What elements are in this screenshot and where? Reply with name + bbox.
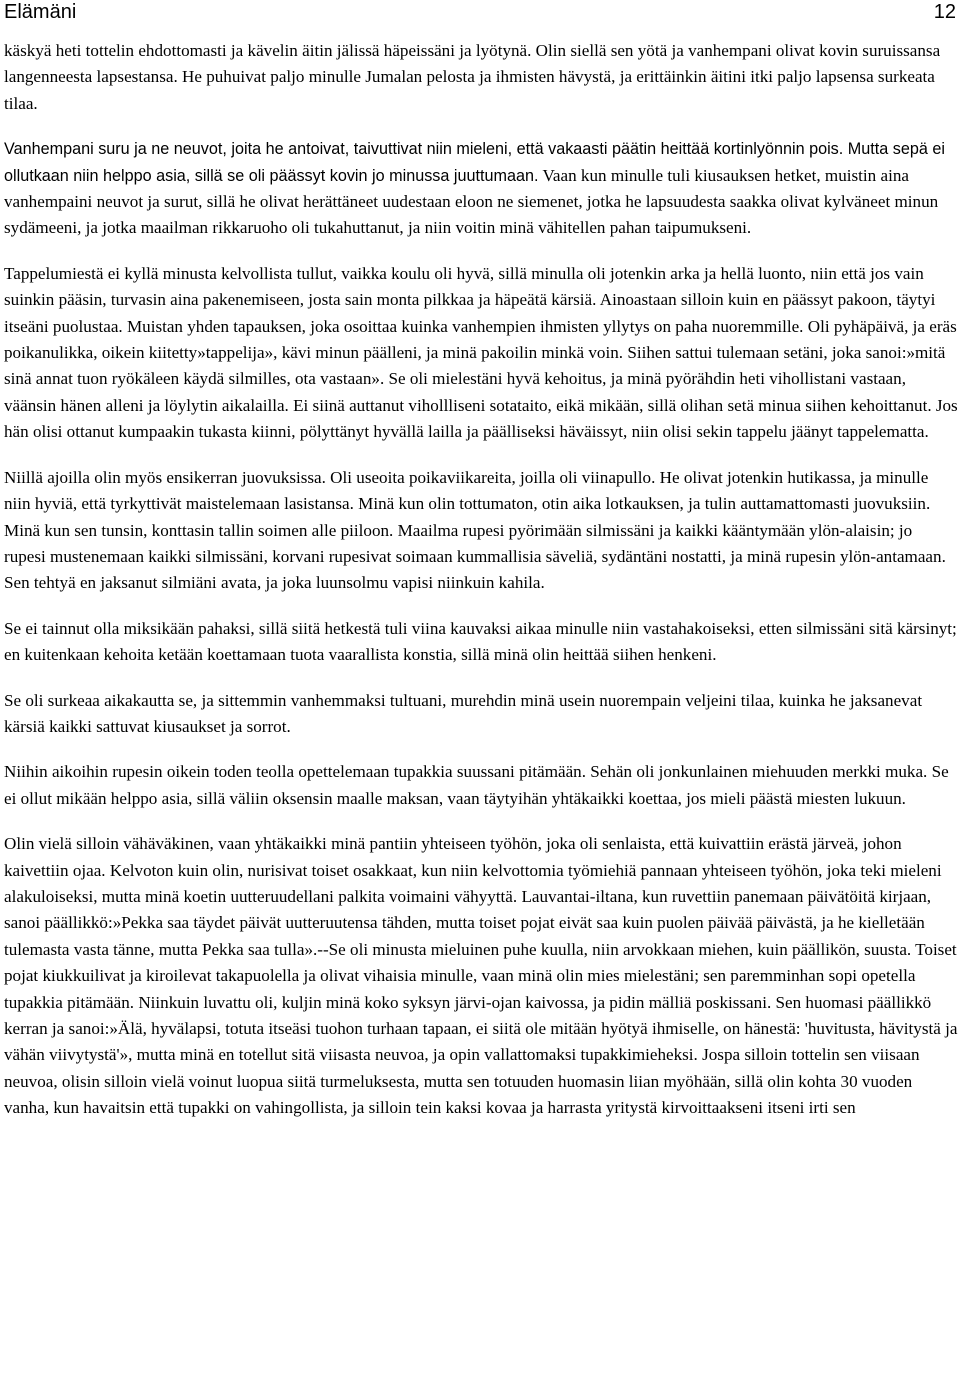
text-segment: Se ei tainnut olla miksikään pahaksi, sillä siitä hetkestä tuli viina kauvaksi aikaa minulle niin vastahakoiseksi, etten silmissäni sitä kärsinyt; en kuitenkaan kehoita ketään koettamaan tuota vaarallista konstia, sillä minä olin heittää siihen henkeni. xyxy=(4,618,957,665)
text-segment: Vanhempani suru ja ne neuvot, joita he antoivat, taivuttivat niin mieleni, että vakaasti päätin heittää kortinlyönnin pois. Mutta sepä ei ollutkaan niin helppo asia, sillä se oli päässyt kovin jo minussa juuttumaan. xyxy=(4,140,945,185)
paragraph xyxy=(4,759,958,812)
page-number: 12 xyxy=(933,1,956,23)
text-segment: Niihin aikoihin rupesin oikein toden teolla opettelemaan tupakkia suussani pitämään. Sehän oli jonkunlainen miehuuden merkki muka. Se ei ollut mikään helppo asia, sillä väliin oksensin maalle maksan, vaan täytyihän yhtäkaikki koettaa, jos mieli päästä miesten lukuun. xyxy=(4,762,949,808)
paragraph xyxy=(4,688,958,741)
text-segment: Se oli surkeaa aikakautta se, ja sittemmin vanhemmaksi tultuani, murehdin minä usein nuorempain veljeini tilaa, kuinka he jaksanevat kärsiä kaikki sattuvat kiusaukset ja sorrot. xyxy=(4,690,923,736)
page-header xyxy=(4,0,956,26)
text-segment: Niillä ajoilla olin myös ensikerran juovuksissa. Oli useoita poikaviikareita, joilla oli viinapullo. He olivat jotenkin hutikassa, ja minulle niin hyviä, että tyrkyttivät maistelemaan lasistansa. Minä kun olin tottumaton, otin aika lotkauksen, ja tulin auttamattomasti juovuksiin. Minä kun sen tunsin, konttasin tallin soimen alle piiloon. Maailma rupesi pyörimään silmissäni ja kaikki kääntymään ylön-alaisin; jo rupesi mustenemaan kaikki silmissäni, korvani rupesivat soimaan kummallisia säveliä, sydäntäni nostatti, ja minä rupesin ylön-antamaan. Sen tehtyä en jaksanut silmiäni avata, ja joka luunsolmu vapisi niinkuin kahila. xyxy=(4,467,946,593)
document-title: Elämäni xyxy=(4,1,77,23)
paragraph xyxy=(4,831,958,1121)
paragraph xyxy=(4,616,958,669)
text-segment: käskyä heti tottelin ehdottomasti ja kävelin äitin jälissä häpeissäni ja lyötynä. Olin siellä sen yötä ja vanhempani olivat kovin suruissansa langenneesta lapsestansa. He puhuivat paljo minulle Jumalan pelosta ja ihmisten hävystä, ja erittäinkin äitini itki paljo lapsensa surkeata tilaa. xyxy=(4,41,941,113)
paragraph xyxy=(4,136,958,242)
body-text xyxy=(4,38,958,1141)
text-segment: Olin vielä silloin vähäväkinen, vaan yhtäkaikki minä pantiin yhteiseen työhön, joka oli senlaista, että kuivattiin erästä järveä, johon kaivettiin ojaa. Kelvoton kuin olin, nurisivat toiset osakkaat, kun niin kelvottomia työmiehiä pannaan yhteiseen työhön, joka teki mieleni alakuloiseksi, mutta minä koetin uutteruudellani palkita voimaini vähyyttä. Lauvantai-iltana, kun ruvettiin panemaan päivätöitä kirjaan, sanoi päällikkö:»Pekka saa täydet päivät uutteruutensa tähden, mutta toiset pojat eivät saa kuin puolen päivää päivästä, ja he kielletään tulemasta vasta tänne, mutta Pekka saa tulla».--Se oli minusta mieluinen puhe kuulla, niin arvokkaan miehen, kuin päällikön, suusta. Toiset pojat kiukkuilivat ja kiroilevat takapuolella ja olivat vihaisia minulle, vaan minä olin mies mielestäni; sen paremminhan sopi opetella tupakkia pitämään. Niinkuin luvattu oli, kuljin minä koko syksyn järvi-ojan kaivossa, ja pidin mälliä poskissani. Sen huomasi päällikkö kerran ja sanoi:»Älä, hyvälapsi, totuta itseäsi tuohon turhaan tapaan, ei siitä ole mitään hyötyä ihmiselle, on hänestä: 'huvitusta, hävitystä ja vähän viivytystä'», mutta minä en totellut sitä viisasta neuvoa, ja opin vallattomaksi tupakkimieheksi. Jospa silloin tottelin sen viisaan neuvoa, olisin silloin vielä voinut luopua siitä turmeluksesta, mutta sen totuuden huomasin liian myöhään, sillä olin kohta 30 vuoden vanha, kun havaitsin että tupakki on vahingollista, ja silloin tein kaksi kovaa ja harrasta yritystä kirvoittaakseni itseni irti sen xyxy=(4,834,958,1118)
text-segment: Vaan kun minulle tuli kiusauksen hetket, muistin aina vanhempaini neuvot ja surut, sillä he olivat herättäneet uudestaan eloon ne siemenet, jotka he lapsuudesta saakka olivat kylväneet minun sydämeeni, ja jotka maailman rikkaruoho oli tukahuttanut, ja niin voitin minä vähitellen pahan taipumukseni. xyxy=(4,165,939,238)
text-segment: Tappelumiestä ei kyllä minusta kelvollista tullut, vaikka koulu oli hyvä, sillä minulla oli jotenkin arka ja hellä luonto, niin että jos vain suinkin pääsin, turvasin aina pakenemiseen, josta sain monta pilkkaa ja häpeätä kärsiä. Ainoastaan silloin kuin en päässyt pakoon, täytyi itseäni puolustaa. Muistan yhden tapauksen, joka osoittaa kuinka vanhempien ihmisten yllytys on paha nuoremmille. Oli pyhäpäivä, ja eräs poikanulikka, oikein kiitetty»tappelija», kävi minun päälleni, ja minä pakoilin minkä voin. Siihen sattui tulemaan setäni, joka sanoi:»mitä sinä annat tuon ryökäleen käydä silmilles, ota vastaan». Se oli mielestäni hyvä kehoitus, ja minä pyörähdin heti vihollistani vastaan, väänsin hänen alleni ja löylytin aikalailla. Ei siinä auttanut vihollliseni sotataito, eikä mikään, sillä olihan setä minua siihen kehoittanut. Jos hän olisi ottanut kumpaakin tukasta kiinni, pölyttänyt hyvällä lailla ja päälliseksi häväissyt, niin olisi sekin tappelu jäänyt tappelematta. xyxy=(4,263,958,442)
paragraph xyxy=(4,261,958,446)
paragraph xyxy=(4,38,958,117)
paragraph xyxy=(4,465,958,597)
